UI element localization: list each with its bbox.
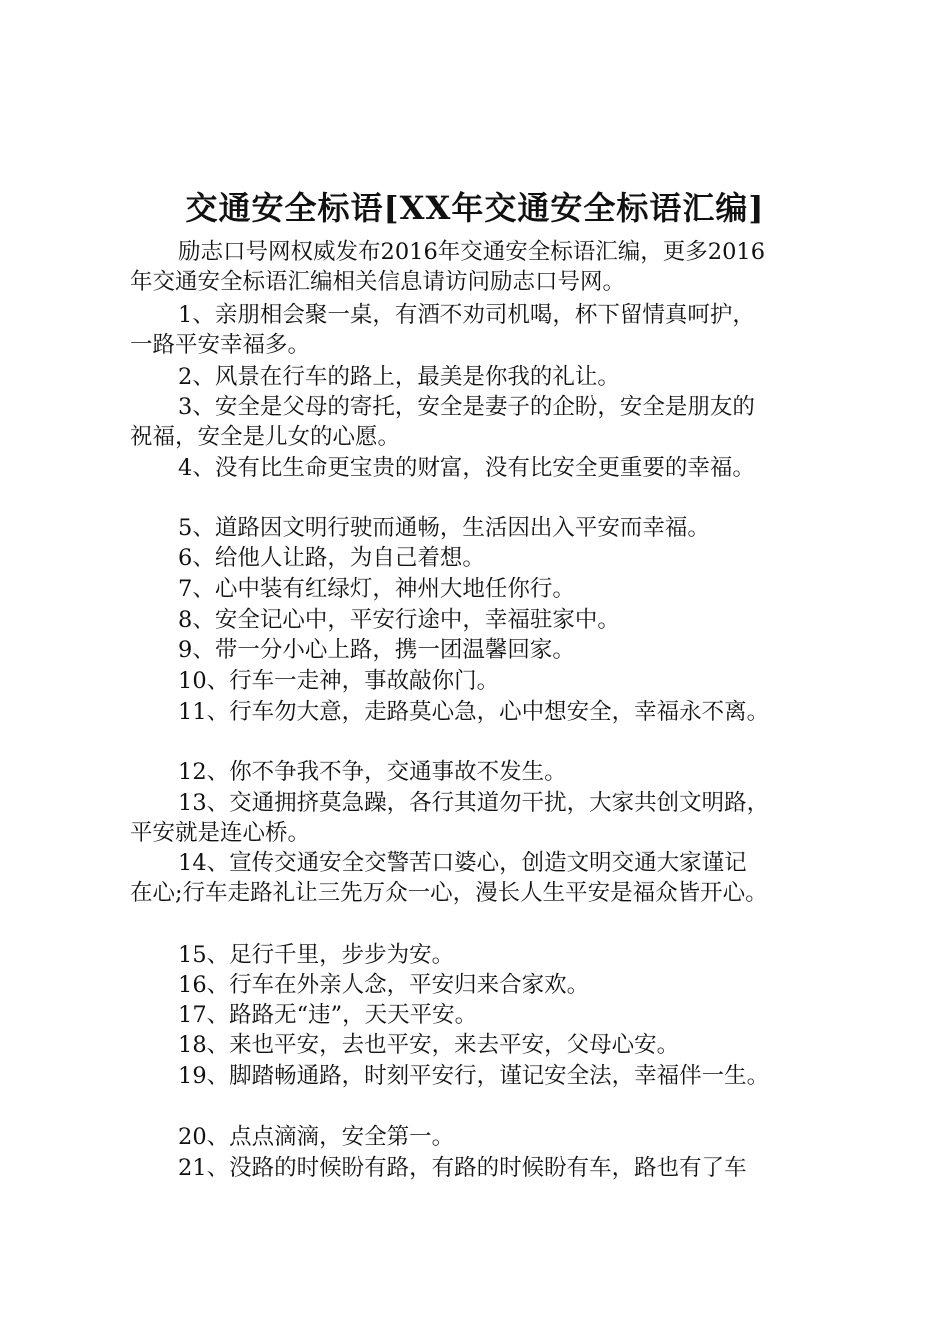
document-title: 交通安全标语[XX年交通安全标语汇编] [185,189,765,227]
slogan-15: 15、足行千里，步步为安。 [178,942,455,968]
slogan-14-line-2: 在心;行车走路礼让三先万众一心，漫长人生平安是福众皆开心。 [130,880,768,906]
slogan-2: 2、风景在行车的路上，最美是你我的礼让。 [178,364,620,390]
slogan-6: 6、给他人让路，为自己着想。 [178,545,485,571]
slogan-20: 20、点点滴滴，安全第一。 [178,1124,455,1150]
slogan-5: 5、道路因文明行驶而通畅，生活因出入平安而幸福。 [178,515,710,541]
slogan-1-line-2: 一路平安幸福多。 [130,332,311,358]
slogan-9: 9、带一分小心上路，携一团温馨回家。 [178,637,575,663]
slogan-11: 11、行车勿大意，走路莫心急，心中想安全，幸福永不离。 [178,699,770,725]
slogan-21: 21、没路的时候盼有路，有路的时候盼有车，路也有了车 [178,1155,747,1181]
slogan-8: 8、安全记心中，平安行途中，幸福驻家中。 [178,607,620,633]
slogan-12: 12、你不争我不争，交通事故不发生。 [178,759,567,785]
slogan-13-line-2: 平安就是连心桥。 [130,820,311,846]
slogan-13-line-1: 13、交通拥挤莫急躁，各行其道勿干扰，大家共创文明路， [178,790,770,816]
slogan-1-line-1: 1、亲朋相会聚一桌，有酒不劝司机喝，杯下留情真呵护， [178,302,755,328]
slogan-16: 16、行车在外亲人念，平安归来合家欢。 [178,972,590,998]
intro-line-2: 年交通安全标语汇编相关信息请访问励志口号网。 [130,269,626,295]
slogan-4: 4、没有比生命更宝贵的财富，没有比安全更重要的幸福。 [178,455,755,481]
slogan-7: 7、心中装有红绿灯，神州大地任你行。 [178,576,575,602]
slogan-18: 18、来也平安，去也平安，来去平安，父母心安。 [178,1032,680,1058]
slogan-3-line-2: 祝福，安全是儿女的心愿。 [130,424,401,450]
slogan-19: 19、脚踏畅通路，时刻平安行，谨记安全法，幸福伴一生。 [178,1063,770,1089]
slogan-3-line-1: 3、安全是父母的寄托，安全是妻子的企盼，安全是朋友的 [178,394,755,420]
slogan-10: 10、行车一走神，事故敲你门。 [178,668,500,694]
slogan-17: 17、路路无“违”，天天平安。 [178,1002,478,1028]
slogan-14-line-1: 14、宣传交通安全交警苦口婆心，创造文明交通大家谨记 [178,850,747,876]
intro-line-1: 励志口号网权威发布2016年交通安全标语汇编，更多2016 [178,239,766,265]
